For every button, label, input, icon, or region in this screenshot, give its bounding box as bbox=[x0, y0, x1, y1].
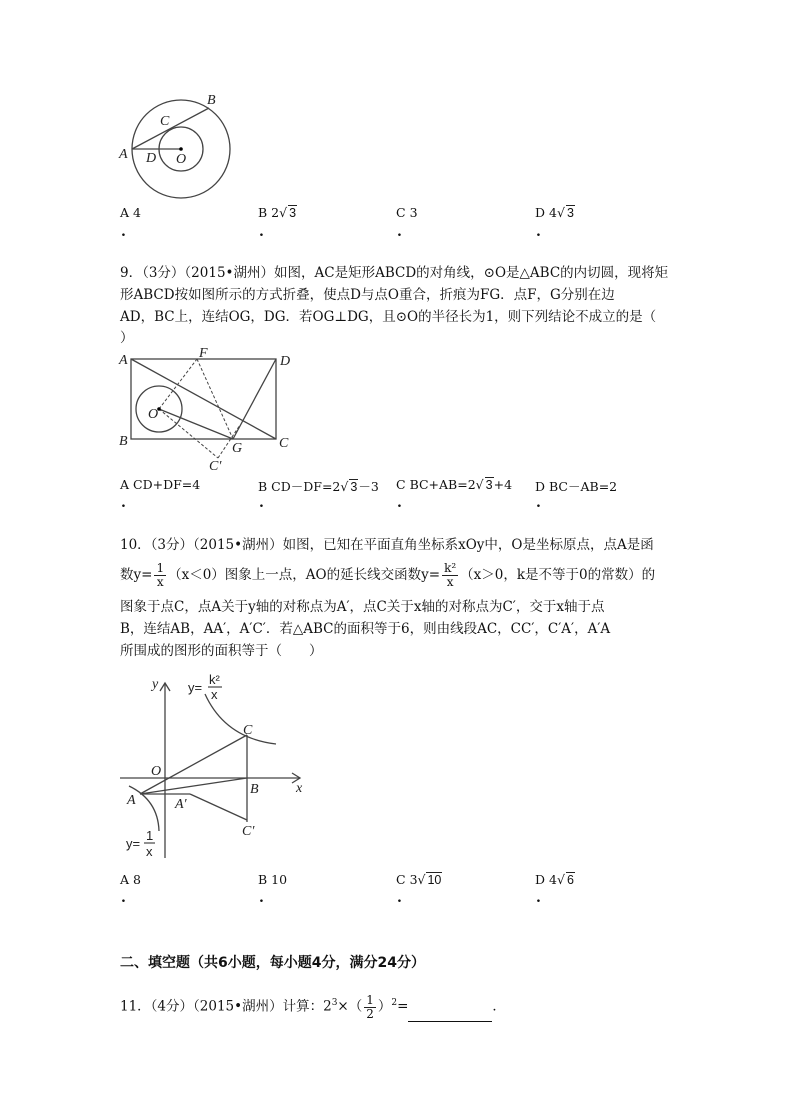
text: ） bbox=[377, 998, 392, 1015]
option-letter: B bbox=[258, 205, 268, 220]
q8-option-d[interactable]: D 4√ 3 bbox=[535, 205, 574, 220]
option-radicand: 6 bbox=[566, 873, 574, 887]
label-a: A bbox=[119, 147, 128, 162]
q9-option-b[interactable]: B CD－DF=2√ 3－3 bbox=[258, 479, 379, 494]
label-y: y bbox=[152, 677, 159, 692]
option-value: BC－AB=2 bbox=[549, 479, 618, 494]
option-letter: B bbox=[258, 872, 268, 887]
option-dot: . bbox=[121, 495, 126, 511]
q11-line bbox=[120, 988, 506, 1022]
option-dot: . bbox=[259, 224, 264, 240]
q9-line-4: ） bbox=[120, 330, 134, 346]
option-radicand: 3 bbox=[566, 206, 574, 220]
option-dot: . bbox=[259, 890, 264, 906]
fraction-one-half bbox=[364, 994, 376, 1021]
option-radicand: 3 bbox=[350, 480, 358, 494]
q8-option-b[interactable]: B 2√ 3 bbox=[258, 205, 297, 220]
denominator: x bbox=[446, 575, 454, 589]
option-letter: A bbox=[120, 477, 130, 492]
curve-label-k2-den: x bbox=[211, 687, 218, 702]
section-heading: 二、填空题（共6小题，每小题4分，满分24分） bbox=[120, 955, 425, 971]
option-dot: . bbox=[121, 224, 126, 240]
q10-line-1: 10．（3分）（2015•湖州）如图，已知在平面直角坐标系xOy中，O是坐标原点，点A是函 bbox=[120, 537, 654, 553]
label-a: A bbox=[127, 793, 136, 808]
text: ． bbox=[492, 998, 506, 1015]
q10-option-c[interactable]: C 3√ 10 bbox=[396, 872, 442, 887]
curve-label-k2-num: k² bbox=[209, 672, 220, 687]
label-c-prime: C′ bbox=[209, 459, 222, 474]
segment-ab bbox=[140, 778, 247, 794]
option-value: CD－DF=2 bbox=[271, 479, 341, 494]
option-coef: 2 bbox=[271, 205, 280, 220]
q10-option-b[interactable] bbox=[258, 872, 287, 887]
curve-label-1-y: y= bbox=[126, 836, 141, 851]
q9-line-1: 9．（3分）（2015•湖州）如图，AC是矩形ABCD的对角线，⊙O是△ABC的内切圆，现将矩 bbox=[120, 265, 669, 281]
text: （x＜0）图象上一点，AO的延长线交函数y= bbox=[168, 567, 441, 583]
denominator: 2 bbox=[366, 1006, 374, 1021]
curve-label-k2-y: y= bbox=[188, 680, 203, 695]
option-letter: C bbox=[396, 477, 406, 492]
exponent: 2 bbox=[391, 998, 398, 1008]
numerator: k² bbox=[444, 561, 457, 575]
label-c: C bbox=[279, 436, 289, 451]
text: 数y= bbox=[120, 567, 153, 583]
option-dot: . bbox=[397, 224, 402, 240]
option-dot: . bbox=[397, 890, 402, 906]
option-letter: A bbox=[120, 872, 130, 887]
option-value: BC+AB=2 bbox=[409, 477, 476, 492]
option-letter: D bbox=[535, 205, 546, 220]
option-radicand: 10 bbox=[427, 873, 442, 887]
label-c-prime: C′ bbox=[242, 824, 255, 839]
label-d: D bbox=[280, 354, 291, 369]
label-b: B bbox=[119, 434, 128, 449]
option-value: 3 bbox=[409, 205, 418, 220]
option-letter: D bbox=[535, 479, 546, 494]
option-value-tail: －3 bbox=[358, 479, 379, 494]
option-value: CD+DF=4 bbox=[133, 477, 201, 492]
q10-line-5: 所围成的图形的面积等于（ ） bbox=[120, 643, 323, 659]
option-value: 8 bbox=[133, 872, 141, 887]
text: = bbox=[397, 998, 409, 1015]
q9-line-2: 形ABCD按如图所示的方式折叠，使点D与点O重合，折痕为FG．点F，G分别在边 bbox=[120, 287, 615, 303]
label-b: B bbox=[250, 782, 259, 797]
option-letter: C bbox=[396, 205, 406, 220]
curve-label-1-den: x bbox=[146, 844, 153, 859]
numerator: 1 bbox=[366, 992, 374, 1007]
option-letter: D bbox=[535, 872, 546, 887]
option-dot: . bbox=[536, 495, 541, 511]
q9-option-c[interactable]: C BC+AB=2√ 3+4 bbox=[396, 477, 513, 492]
numerator: 1 bbox=[156, 561, 165, 575]
option-letter: B bbox=[258, 479, 268, 494]
option-letter: A bbox=[120, 205, 130, 220]
label-x: x bbox=[296, 781, 303, 796]
label-a-prime: A′ bbox=[175, 797, 187, 812]
text: ×（ bbox=[337, 998, 363, 1015]
option-radicand: 3 bbox=[289, 206, 297, 220]
option-dot: . bbox=[121, 890, 126, 906]
label-f: F bbox=[199, 346, 208, 361]
text: （x＞0，k是不等于0的常数）的 bbox=[460, 567, 656, 583]
exponent: 3 bbox=[331, 998, 338, 1008]
label-d: D bbox=[146, 151, 157, 166]
option-coef: 3 bbox=[409, 872, 418, 887]
q10-line-3: 图象于点C，点A关于y轴的对称点为A′，点C关于x轴的对称点为C′，交于x轴于点 bbox=[120, 599, 605, 615]
denominator: x bbox=[156, 575, 164, 589]
text: 11．（4分）（2015•湖州）计算：2 bbox=[120, 998, 332, 1015]
option-dot: . bbox=[536, 890, 541, 906]
option-letter: C bbox=[396, 872, 406, 887]
label-o: O bbox=[176, 152, 187, 167]
option-coef: 4 bbox=[549, 205, 557, 220]
option-dot: . bbox=[536, 224, 541, 240]
option-dot: . bbox=[397, 495, 402, 511]
label-c: C bbox=[160, 114, 170, 129]
q10-line-4: B，连结AB，AA′，A′C′．若△ABC的面积等于6，则由线段AC，CC′，C′A′，A′A bbox=[120, 621, 611, 637]
q9-line-3: AD，BC上，连结OG，DG．若OG⊥DG，且⊙O的半径长为1，则下列结论不成立的是（ bbox=[120, 309, 657, 325]
label-g: G bbox=[232, 441, 243, 456]
option-value-tail: +4 bbox=[493, 477, 513, 492]
option-radicand: 3 bbox=[485, 478, 493, 492]
label-a: A bbox=[119, 353, 128, 368]
label-o: O bbox=[151, 764, 162, 779]
q10-option-a[interactable] bbox=[120, 872, 141, 887]
q10-option-d[interactable]: D 4√ 6 bbox=[535, 872, 574, 887]
label-o: O bbox=[148, 407, 159, 422]
label-c: C bbox=[243, 723, 253, 738]
option-value: 4 bbox=[133, 205, 141, 220]
option-coef: 4 bbox=[549, 872, 557, 887]
answer-blank[interactable] bbox=[408, 1007, 492, 1022]
option-value: 10 bbox=[271, 872, 288, 887]
option-dot: . bbox=[259, 495, 264, 511]
segment-a-prime-c-prime bbox=[190, 794, 247, 820]
label-b: B bbox=[207, 93, 216, 108]
curve-label-1-num: 1 bbox=[146, 828, 154, 843]
